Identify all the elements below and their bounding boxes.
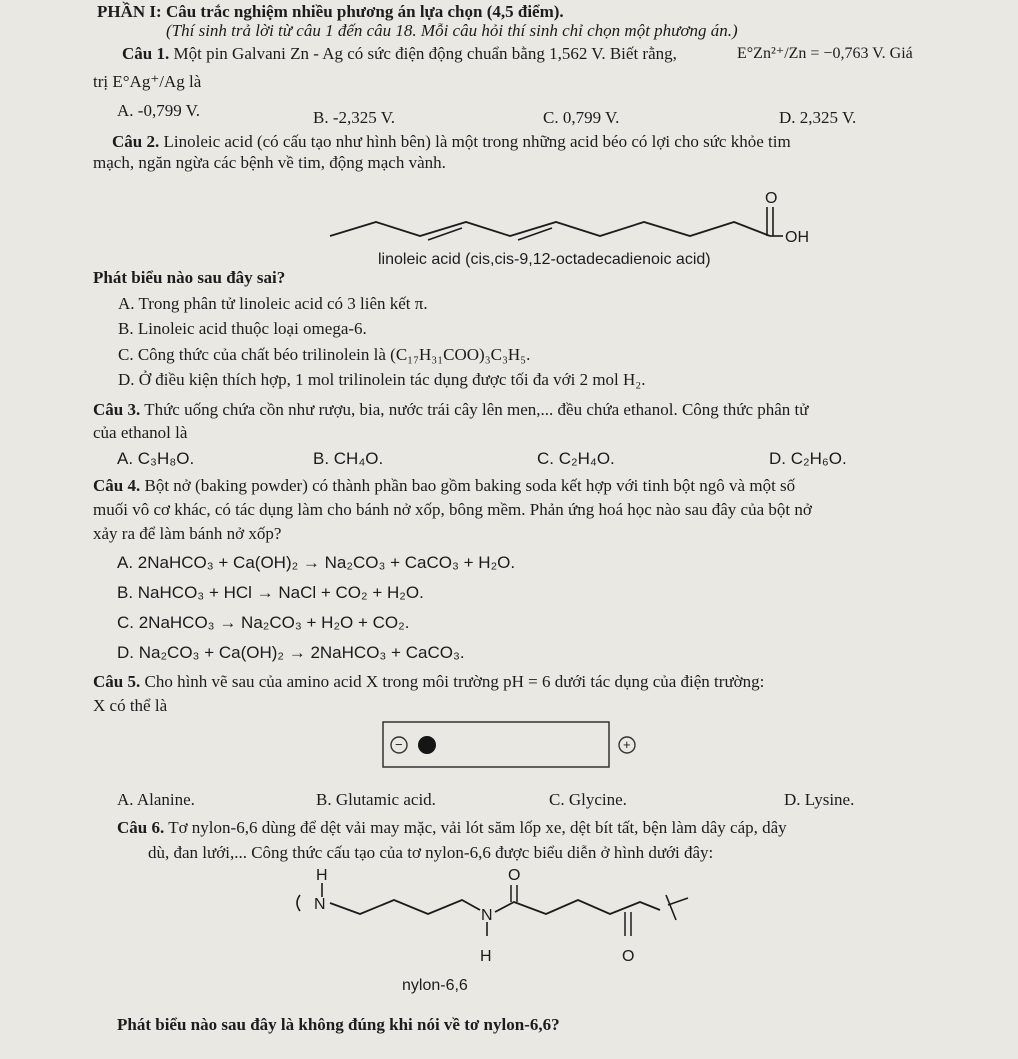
q3-stem-line2: của ethanol là — [93, 423, 188, 442]
q1-stem-line2: trị E°Ag⁺/Ag là — [93, 72, 202, 91]
q5-stem: Cho hình vẽ sau của amino acid X trong môi trường pH = 6 dưới tác dụng của điện trường: — [144, 672, 765, 691]
right-bracket-tail — [668, 898, 688, 905]
q1-option-d[interactable]: D. 2,325 V. — [779, 108, 857, 127]
right-bracket-line — [666, 895, 676, 920]
hexamethylene-chain — [330, 900, 480, 914]
q4-option-d[interactable]: D. Na₂CO₃ + Ca(OH)₂ → 2NaHCO₃ + CaCO₃. — [117, 643, 465, 662]
q4-label: Câu 4. — [93, 476, 141, 495]
double-bond-1 — [428, 228, 462, 240]
q4-option-c[interactable]: C. 2NaHCO₃ → Na₂CO₃ + H₂O + CO₂. — [117, 613, 410, 632]
q5-stem-line2: X có thể là — [93, 696, 168, 715]
q5-option-c[interactable]: C. Glycine. — [549, 790, 627, 809]
q1-given-potential: E°Zn²⁺/Zn = −0,763 V. Giá — [737, 45, 913, 62]
q5-option-a[interactable]: A. Alanine. — [117, 790, 195, 809]
nylon-caption: nylon-6,6 — [402, 977, 468, 994]
q6-stem-line2: dù, đan lưới,... Công thức cấu tạo của tơ nylon-6,6 được biểu diễn ở hình dưới đây: — [148, 843, 714, 862]
q1-option-b[interactable]: B. -2,325 V. — [313, 108, 396, 127]
q6-stem-line1 — [117, 818, 787, 838]
double-bond-2 — [518, 228, 552, 240]
q5-label: Câu 5. — [93, 672, 141, 691]
nylon-o-top: O — [508, 867, 521, 884]
q3-stem: Thức uống chứa cồn như rượu, bia, nước trái cây lên men,... đều chứa ethanol. Công thức phân tử — [144, 400, 809, 419]
q6-question: Phát biểu nào sau đây là không đúng khi nói về tơ nylon-6,6? — [117, 1015, 560, 1034]
q2-option-c[interactable]: C. Công thức của chất béo trilinolein là (C₁₇H₃₁COO)₃C₃H₅. — [118, 345, 531, 364]
q4-stem-line3: xảy ra để làm bánh nở xốp? — [93, 524, 282, 543]
q5-option-b[interactable]: B. Glutamic acid. — [316, 790, 436, 809]
q4-option-b[interactable]: B. NaHCO₃ + HCl → NaCl + CO₂ + H₂O. — [117, 583, 424, 602]
q1-stem: Một pin Galvani Zn - Ag có sức điện động chuẩn bằng 1,562 V. Biết rằng, — [173, 44, 677, 63]
left-bracket — [297, 895, 300, 911]
q2-label: Câu 2. — [112, 132, 160, 151]
nylon-o-bottom: O — [622, 948, 635, 965]
linoleic-o-label: O — [765, 190, 778, 207]
q2-option-d[interactable]: D. Ở điều kiện thích hợp, 1 mol trilinolein tác dụng được tối đa với 2 mol H₂. — [118, 370, 646, 389]
q2-option-a[interactable]: A. Trong phân tử linoleic acid có 3 liên kết π. — [118, 294, 428, 313]
linoleic-caption: linoleic acid (cis,cis-9,12-octadecadienoic acid) — [378, 251, 711, 268]
nylon-h-top: H — [316, 867, 328, 884]
q2-stem: Linoleic acid (có cấu tạo như hình bên) là một trong những acid béo có lợi cho sức khỏe tim — [163, 132, 791, 151]
q1-option-a[interactable]: A. -0,799 V. — [117, 101, 200, 120]
nylon-n-left: N — [314, 896, 326, 913]
q4-stem-line2: muối vô cơ khác, có tác dụng làm cho bánh nở xốp, bông mềm. Phản ứng hoá học nào sau đây của bột nở — [93, 500, 812, 519]
amino-acid-dot — [418, 736, 436, 754]
q2-stem-line2: mạch, ngăn ngừa các bệnh về tim, động mạch vành. — [93, 153, 446, 172]
nylon-n-mid: N — [481, 907, 493, 924]
q3-option-c[interactable]: C. C₂H₄O. — [537, 449, 615, 468]
linoleic-oh-label: OH — [785, 229, 809, 246]
q3-option-a[interactable]: A. C₃H₈O. — [117, 449, 195, 468]
q4-stem: Bột nở (baking powder) có thành phần bao gồm baking soda kết hợp với tinh bột ngô và một số — [144, 476, 796, 495]
adipoyl-chain — [495, 900, 660, 914]
q3-label: Câu 3. — [93, 400, 141, 419]
q4-stem-line1 — [93, 476, 795, 496]
q1-label: Câu 1. — [122, 44, 170, 63]
minus-sign-icon: − — [395, 737, 403, 752]
q1-option-c[interactable]: C. 0,799 V. — [543, 108, 620, 127]
q3-option-b[interactable]: B. CH₄O. — [313, 449, 384, 468]
electric-field-box — [383, 722, 609, 767]
q5-stem-line1 — [93, 672, 764, 692]
q2-option-b[interactable]: B. Linoleic acid thuộc loại omega-6. — [118, 319, 367, 338]
q4-option-a[interactable]: A. 2NaHCO₃ + Ca(OH)₂ → Na₂CO₃ + CaCO₃ + H₂O. — [117, 553, 516, 572]
q3-option-d[interactable]: D. C₂H₆O. — [769, 449, 847, 468]
q3-stem-line1 — [93, 400, 809, 420]
section-title: PHẦN I: Câu trắc nghiệm nhiều phương án lựa chọn (4,5 điểm). — [97, 2, 564, 21]
nylon-h-bottom: H — [480, 948, 492, 965]
q6-stem: Tơ nylon-6,6 dùng để dệt vải may mặc, vải lót săm lốp xe, dệt bít tất, bện làm dây cáp, dây — [168, 818, 787, 837]
plus-sign-icon: + — [623, 737, 631, 752]
section-instruction: (Thí sinh trả lời từ câu 1 đến câu 18. Mỗi câu hỏi thí sinh chỉ chọn một phương án.) — [166, 21, 738, 40]
q6-label: Câu 6. — [117, 818, 165, 837]
q5-option-d[interactable]: D. Lysine. — [784, 790, 855, 809]
q2-question: Phát biểu nào sau đây sai? — [93, 268, 286, 287]
